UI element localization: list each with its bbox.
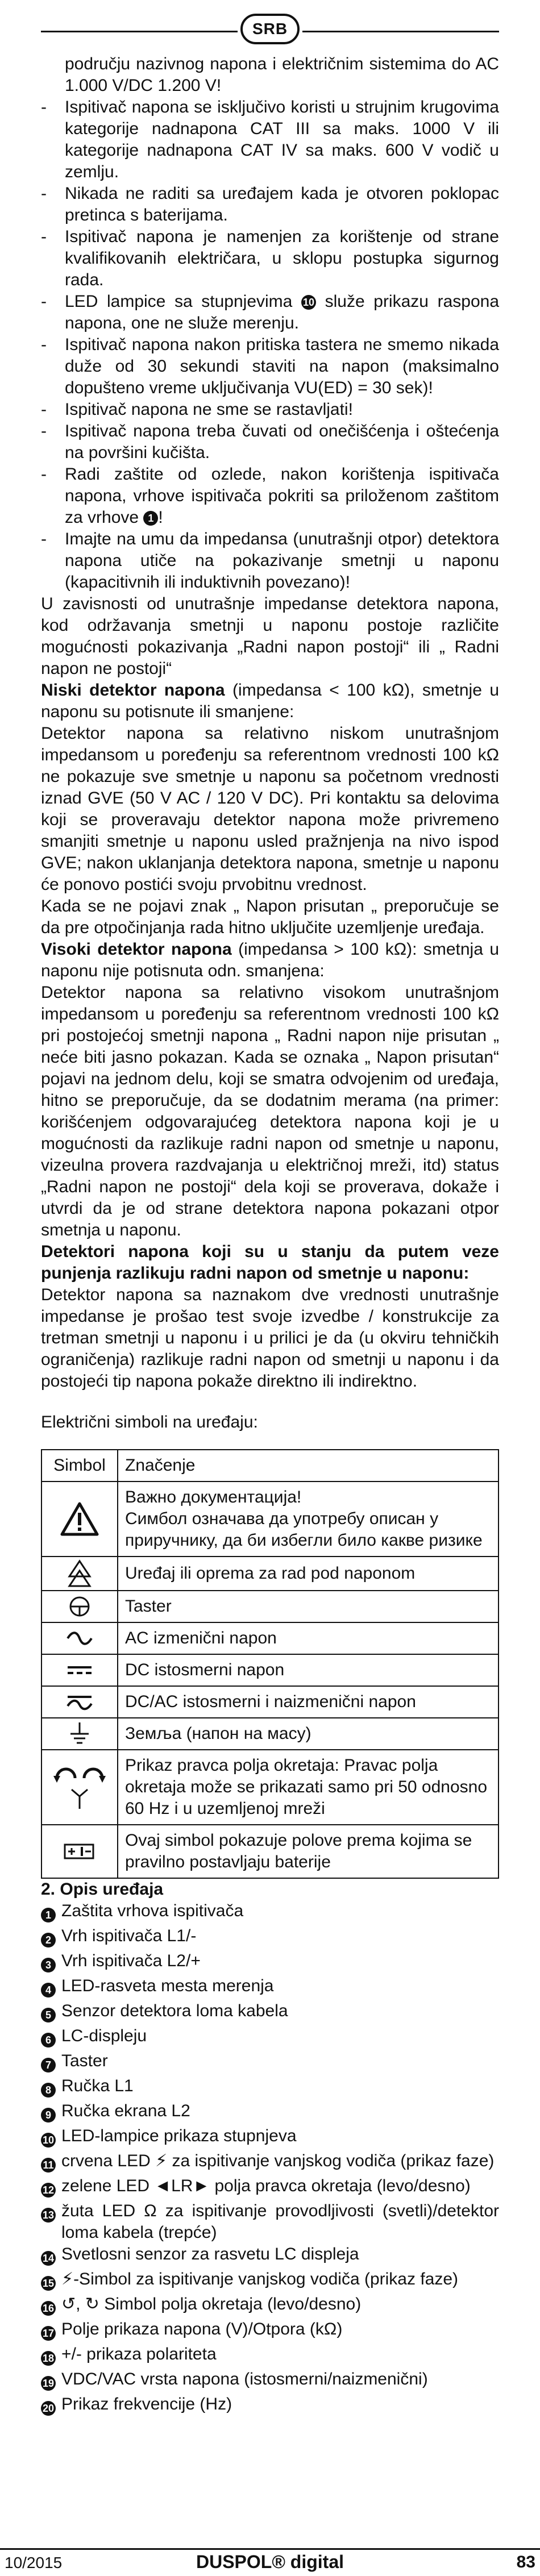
list-item: 14 Svetlosni senzor za rasvetu LC displeja <box>41 2244 499 2269</box>
table-header-row <box>41 1450 499 1481</box>
warning-triangle-icon <box>41 1481 118 1557</box>
list-item: 1 Zaštita vrhova ispitivača <box>41 1900 499 1925</box>
bullet-item: - Ispitivač napona ne sme se rastavljati! <box>41 400 353 419</box>
device-parts-heading: 2. Opis uređaja <box>41 1880 164 1899</box>
bullet-item: - Ispitivač napona treba čuvati od onečišćenja i oštećenja na površini kučišta. <box>41 422 499 462</box>
intro-line: području nazivnog napona i električnim sistemima do AC 1.000 V/DC 1.200 V! <box>65 55 499 95</box>
bullet-item: - Ispitivač napona je namenjen za korištenje od strane kvalifikovanih električara, u sklopu postupka sigurnog rada. <box>41 227 499 289</box>
list-item: 4 LED-rasveta mesta merenja <box>41 1975 499 2000</box>
high-detector-heading: Visoki detektor napona (impedansa > 100 kΩ): smetnja u naponu nije potisnuta odn. smanjena: <box>41 940 500 980</box>
symbol-meaning: AC izmenični napon <box>118 1622 499 1654</box>
list-item: 12 zelene LED ◄LR► polja pravca okretaja (levo/desno) <box>41 2175 499 2200</box>
symbol-meaning: Taster <box>118 1591 499 1622</box>
symbol-meaning: DC/AC istosmerni i naizmenični napon <box>118 1686 499 1718</box>
list-item: 3 Vrh ispitivača L2/+ <box>41 1950 499 1975</box>
push-button-icon <box>41 1591 118 1622</box>
number-badge-icon: 16 <box>41 2301 56 2316</box>
footer-date: 10/2015 <box>5 2554 63 2571</box>
list-item: 15 ⚡-Simbol za ispitivanje vanjskog vodiča (prikaz faze) <box>41 2269 499 2294</box>
number-badge-icon: 1 <box>41 1908 56 1922</box>
symbol-meaning: Ovaj simbol pokazuje polove prema kojima se pravilno postavljaju baterije <box>118 1825 499 1878</box>
discriminating-detector-heading: Detektori napona koji su u stanju da putem veze punjenja razlikuju radni napon od smetnje u naponu: <box>41 1242 499 1283</box>
number-badge-icon: 19 <box>41 2376 56 2391</box>
number-badge-icon: 11 <box>41 2158 56 2173</box>
list-item: 11 crvena LED ⚡ za ispitivanje vanjskog vodiča (prikaz faze) <box>41 2150 499 2175</box>
number-badge-icon: 12 <box>41 2183 56 2198</box>
number-badge-icon: 6 <box>41 2033 56 2048</box>
list-item: 18 +/- prikaza polariteta <box>41 2344 499 2369</box>
language-badge: SRB <box>240 14 300 44</box>
symbols-table <box>41 1449 499 1879</box>
number-badge-icon: 3 <box>41 1958 56 1972</box>
number-badge-icon: 20 <box>41 2401 56 2416</box>
number-badge-icon: 17 <box>41 2326 56 2341</box>
number-badge-icon: 2 <box>41 1933 56 1947</box>
symbol-meaning: Важно документација! Симбол означава да употребу описан у приручнику, да би избегли било какве ризике <box>118 1481 499 1557</box>
list-item: 10 LED-lampice prikaza stupnjeva <box>41 2125 499 2150</box>
callout-1-icon: 1 <box>143 511 158 526</box>
footer-product: DUSPOL® digital <box>196 2552 344 2572</box>
bullet-item: - Ispitivač napona nakon pritiska tastera ne smemo nikada duže od 30 sekundi staviti na napon (maksimalno dopušteno vreme uključivanja VU(ED) = 30 sek)! <box>41 335 499 397</box>
symbol-meaning: Земља (напон на масу) <box>118 1718 499 1750</box>
list-item: 16 ↺, ↻ Simbol polja okretaja (levo/desno) <box>41 2294 499 2319</box>
list-item: 6 LC-displeju <box>41 2025 499 2050</box>
voltage-tester-icon <box>41 1557 118 1591</box>
ground-icon <box>41 1718 118 1750</box>
number-badge-icon: 8 <box>41 2083 56 2098</box>
number-badge-icon: 15 <box>41 2276 56 2291</box>
column-header-symbol: Simbol <box>41 1450 118 1481</box>
number-badge-icon: 5 <box>41 2008 56 2022</box>
device-parts-list <box>41 1900 499 2419</box>
battery-icon <box>41 1825 118 1878</box>
list-item: 20 Prikaz frekvencije (Hz) <box>41 2394 499 2419</box>
list-item: 8 Ručka L1 <box>41 2075 499 2100</box>
list-item: 17 Polje prikaza napona (V)/Otpora (kΩ) <box>41 2319 499 2344</box>
ac-sine-icon <box>41 1622 118 1654</box>
table-row <box>41 1825 499 1878</box>
table-row <box>41 1622 499 1654</box>
page-footer <box>0 2548 540 2576</box>
list-item: 5 Senzor detektora loma kabela <box>41 2000 499 2025</box>
bullet-item: - Radi zaštite od ozlede, nakon korištenja ispitivača napona, vrhove ispitivača pokriti sa priloženom zaštitom za vrhove 1 ! <box>41 465 499 527</box>
table-row <box>41 1481 499 1557</box>
symbol-meaning: Uređaj ili oprema za rad pod naponom <box>118 1557 499 1591</box>
list-item: 7 Taster <box>41 2050 499 2075</box>
symbols-heading: Električni simboli na uređaju: <box>41 1413 258 1431</box>
callout-10-icon: 10 <box>301 295 316 310</box>
list-item: 13 žuta LED Ω za ispitivanje provodljivosti (svetli)/detektor loma kabela (trepće) <box>41 2200 499 2244</box>
page-number: 83 <box>516 2553 535 2571</box>
number-badge-icon: 4 <box>41 1983 56 1997</box>
number-badge-icon: 7 <box>41 2058 56 2073</box>
impedance-paragraph: U zavisnosti od unutrašnje impedanse detektora napona, kod održavanja smetnji u naponu postoje različite mogućnosti pokazivanja „Radni napon postoji“ ili „ Radni napon ne postoji“ <box>41 594 499 678</box>
table-row <box>41 1591 499 1622</box>
main-content <box>41 53 499 2419</box>
number-badge-icon: 14 <box>41 2251 56 2266</box>
table-row <box>41 1750 499 1825</box>
symbol-meaning: DC istosmerni napon <box>118 1654 499 1686</box>
list-item: 2 Vrh ispitivača L1/- <box>41 1925 499 1950</box>
number-badge-icon: 9 <box>41 2108 56 2123</box>
low-detector-body: Detektor napona sa relativno niskom unutrašnjom impedansom u poređenju sa referentnom vrednosti 100 kΩ ne pokazuje sve smetnje u naponu sa početnom vrednosti iznad GVE (50 V AC / 120 V DC). Pri kontaktu sa delovima koji se proveravaju detektor napona može privremeno smanjiti smetnje u naponu usled pražnjenja na nivo ispod GVE; nakon uklanjanja detektora napona, smetnje u naponu će ponovo postići svoju prvobitnu vrednost. <box>41 724 499 894</box>
ac-dc-icon <box>41 1686 118 1718</box>
list-item: 19 VDC/VAC vrsta napona (istosmerni/naizmenični) <box>41 2369 499 2394</box>
high-detector-body: Detektor napona sa relativno visokom unutrašnjom impedansom u poređenju sa referentnom vrednosti 100 kΩ pri postojećoj smetnji napona „ Radni napon nije prisutan „ neće biti jasno pokazan. Kada se oznaka „ Napon prisutan“ pojavi na jednom delu, koji se smatra odvojenim od uređaja, hitno se preporučuje, da se dodatnim merama (na primer: korišćenjem odgovarajućeg detektora napona koji je u mogućnosti da razlikuje radni napon od smetnje u naponu, vizeulna provera razdvajanja u električnoj mreži, itd) status „Radni napon ne postoji“ dela koji se proverava, dokaže i utvrdi da je od strane detektora napona pokazani otpor smetnja u naponu. <box>41 983 499 1239</box>
low-detector-heading: Niski detektor napona (impedansa < 100 kΩ), smetnje u naponu su potisnute ili smanjene: <box>41 681 500 721</box>
number-badge-icon: 13 <box>41 2208 56 2223</box>
bullet-item: - Nikada ne raditi sa uređajem kada je otvoren poklopac pretinca s baterijama. <box>41 184 499 224</box>
number-badge-icon: 18 <box>41 2351 56 2366</box>
symbol-meaning: Prikaz pravca polja okretaja: Pravac polja okretaja može se prikazati samo pri 50 odnosno 60 Hz i u uzemljenoj mreži <box>118 1750 499 1825</box>
rotation-field-icon <box>41 1750 118 1825</box>
table-row <box>41 1654 499 1686</box>
discriminating-detector-body: Detektor napona sa naznakom dve vrednosti unutrašnje impedanse je prošao test svoje izvedbe / konstrukcije za tretman smetnji u naponu i u prilici je da (u okviru tehničkih ograničenja) razlikuje radni napon od smetnji u naponu i da postojeći tip napona pokaže direktno ili indirektno. <box>41 1285 499 1391</box>
bullet-item: - LED lampice sa stupnjevima 10 služe prikazu raspona napona, one ne služe merenju. <box>41 292 499 332</box>
low-detector-note: Kada se ne pojavi znak „ Napon prisutan „ preporučuje se da pre otpočinjanja rada hitno uključite uzemljenje uređaja. <box>41 897 499 937</box>
column-header-meaning: Značenje <box>118 1450 499 1481</box>
number-badge-icon: 10 <box>41 2133 56 2148</box>
table-row <box>41 1686 499 1718</box>
table-row <box>41 1557 499 1591</box>
bullet-item: - Ispitivač napona se isključivo koristi u strujnim krugovima kategorije nadnapona CAT III sa maks. 1000 V ili kategorije nadnapona CAT IV sa maks. 600 V vodič u zemlju. <box>41 98 499 181</box>
table-row <box>41 1718 499 1750</box>
bullet-item: - Imajte na umu da impedansa (unutrašnji otpor) detektora napona utiče na pokazivanje smetnji u naponu (kapacitivnih ili induktivnih povezano)! <box>41 530 499 592</box>
dc-lines-icon <box>41 1654 118 1686</box>
list-item: 9 Ručka ekrana L2 <box>41 2100 499 2125</box>
